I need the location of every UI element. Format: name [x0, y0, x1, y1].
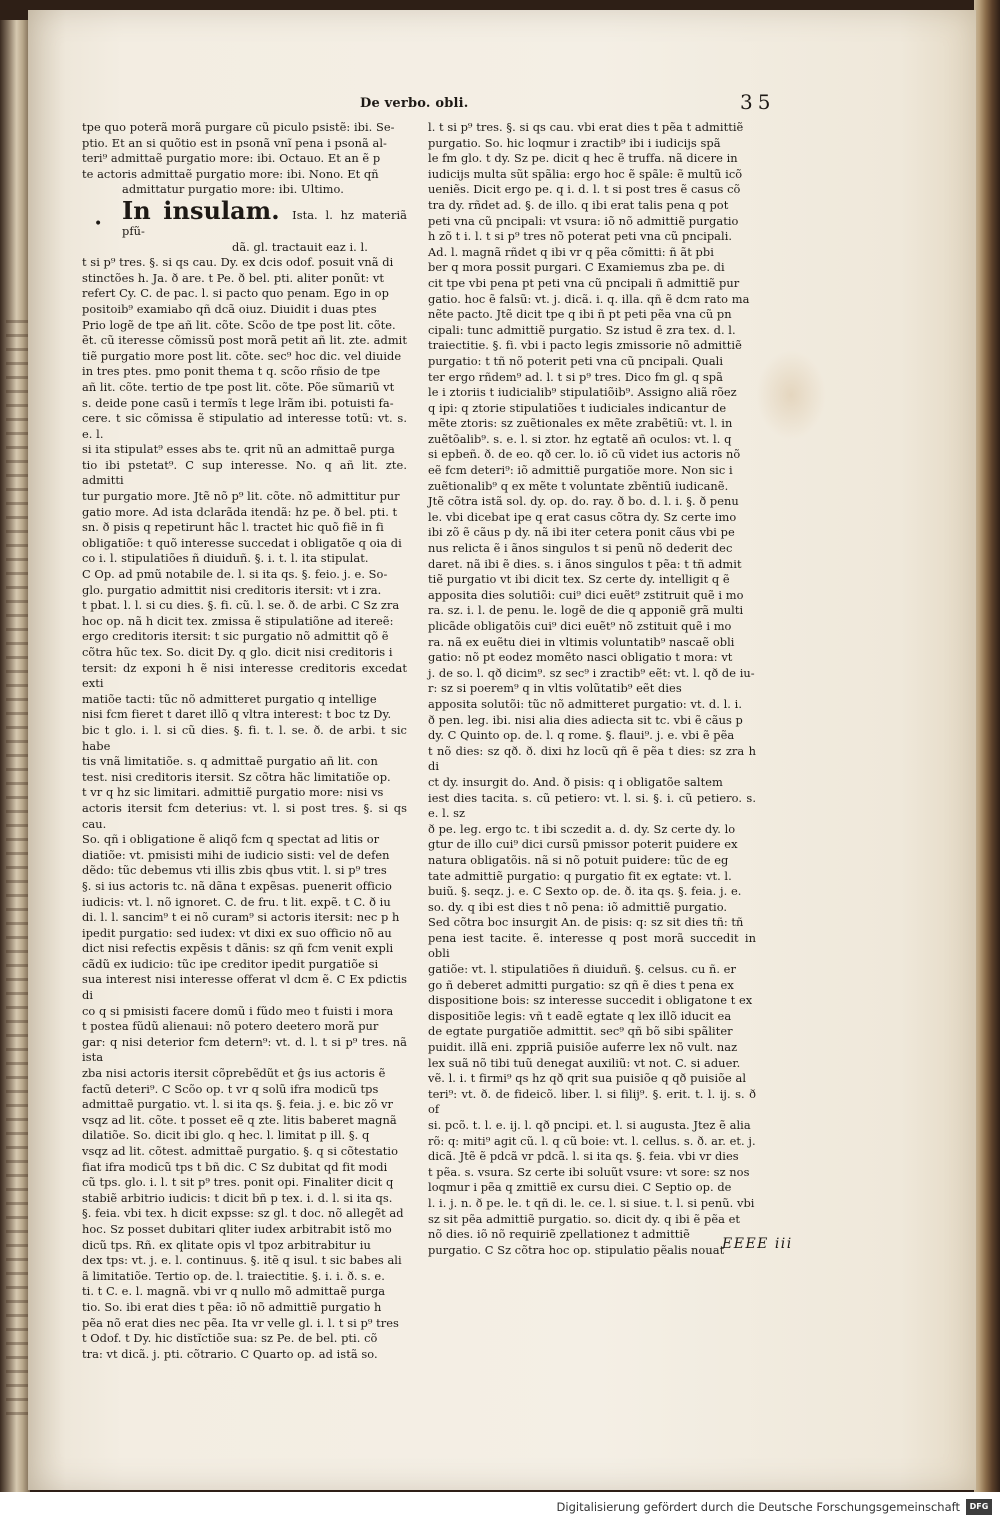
text-line: tate admittiẽ purgatio: q purgatio fit ex egtate: vt. l.: [428, 868, 732, 883]
text-line: §. si ius actoris tc. nã dãna t expẽsas. puenerit officio: [82, 878, 392, 893]
text-line: cit tpe vbi pena pt peti vna cũ pncipali ñ admittiẽ pur: [428, 275, 740, 290]
text-line: diatiõe: vt. pmisisti mihi de iudicio sisti: vel de defen: [82, 847, 390, 862]
text-line: tio. So. ibi erat dies t pẽa: iõ nõ admittiẽ purgatio h: [82, 1299, 382, 1314]
text-line: go ñ deberet admitti purgatio: sz qñ ẽ dies t pena ex: [428, 977, 734, 992]
text-line: cũ tps. glo. i. l. t sit p⁹ tres. ponit opi. Finaliter dicit q: [82, 1175, 394, 1190]
text-line: teri⁹: vt. ð. de fideicõ. liber. l. si filij⁹. §. erit. t. l. ij. s. ð of: [428, 1086, 756, 1117]
text-line: s. deide pone casũ i termĩs t lege lrãm ibi. potuisti fa-: [82, 395, 394, 410]
text-line: le i ztoriis t iudicialib⁹ stipulatiõib⁹. Assigno aliã rõez: [428, 385, 737, 400]
text-line: dispositione bois: sz interesse succedit i obligatone t ex: [428, 993, 753, 1008]
text-line: cãdũ ex iudicio: tũc ipe creditor ipedit purgatiõe si: [82, 956, 379, 971]
text-line: peti vna cũ pncipali: vt vsura: iõ nõ admittiẽ purgatio: [428, 213, 739, 228]
text-line: traiectitie. §. fi. vbi i pacto legis zmissorie nõ admittiẽ: [428, 338, 742, 353]
text-line: dẽdo: tũc debemus vti illis zbis qbus vtit. l. si p⁹ tres: [82, 863, 387, 878]
text-line: añ lit. cõte. tertio de tpe post lit. cõte. Põe sũmariũ vt: [82, 379, 395, 394]
text-line: daret. nã ibi ẽ dies. s. i ãnos singulos t pẽa: t tñ admit: [428, 556, 742, 571]
text-line: ptio. Et an si quõtio est in psonã vnĩ pena i psonã al-: [82, 135, 387, 150]
text-line: tis vnã limitatiõe. s. q admittaẽ purgatio añ lit. con: [82, 754, 378, 769]
text-line: plicãde obligatõis cui⁹ dici euẽt⁹ nõ zstituit quẽ i mo: [428, 619, 732, 633]
text-line: ueniẽs. Dicit ergo pe. q i. d. l. t si post tres ẽ casus cõ: [428, 182, 741, 197]
text-line: loqmur i pẽa q zmittiẽ ex cursu diei. C Septio op. de: [428, 1180, 732, 1195]
text-line: r: sz si poerem⁹ q in vltis volũtatib⁹ eẽt dies: [428, 681, 682, 696]
text-line: si epbeñ. ð. de eo. qð cer. lo. iõ cũ videt ius actoris nõ: [428, 447, 741, 462]
text-line: h zõ t i. l. t si p⁹ tres nõ poterat peti vna cũ pncipali.: [428, 229, 733, 244]
text-line: iest dies tacita. s. cũ petiero: vt. l. si. §. i. cũ petiero. s. e. l. sz: [428, 790, 756, 821]
text-line: ct dy. insurgit do. And. ð pisis: q i obligatõe saltem: [428, 774, 723, 789]
text-line: admittaẽ purgatio. vt. l. si ita qs. §. feia. j. e. bic zõ vr: [82, 1097, 394, 1112]
text-line: pẽa nõ erat dies nec pẽa. Ita vr velle gl. i. l. t si p⁹ tres: [82, 1315, 399, 1330]
text-line: co i. l. stipulatiões ñ diuiduñ. §. i. t. l. ita stipulat.: [82, 551, 369, 566]
text-line: vsqz ad lit. cõte. t posset eẽ q zte. litis baberet magnã: [82, 1112, 397, 1127]
text-line: te actoris admittaẽ purgatio more: ibi. Nono. Et qñ: [82, 166, 379, 181]
text-line: tiẽ purgatio vt ibi dicit tex. Sz certe dy. intelligit q ẽ: [428, 572, 730, 587]
text-line: lex suã nõ tibi tuũ denegat auxiliũ: vt not. C. si aduer.: [428, 1055, 741, 1070]
text-line: Ad. l. magnã rñdet q ibi vr q pẽa cõmitti: ñ ãt pbi: [428, 244, 714, 259]
text-line: tpe quo poterã morã purgare cũ piculo psistẽ: ibi. Se-: [82, 120, 395, 134]
text-line: t Odof. t Dy. hic distĩctiõe sua: sz Pe. de bel. pti. cõ: [82, 1331, 378, 1346]
text-line: ipedit purgatio: sed iudex: vt dixi ex suo officio nõ au: [82, 925, 392, 940]
text-line: purgatio. C Sz cõtra hoc op. stipulatio pẽalis nouat: [428, 1242, 725, 1257]
text-line: hoc op. nã h dicit tex. zmissa ẽ stipulatiõne ad itereẽ:: [82, 613, 394, 628]
text-line: dã. gl. tractauit eaz i. l.: [232, 239, 368, 254]
text-line: l. i. j. n. ð pe. le. t qñ di. le. ce. l. si siue. t. l. si penũ. vbi: [428, 1195, 755, 1210]
text-line: teri⁹ admittaẽ purgatio more: ibi. Octauo. Et an ẽ p: [82, 151, 381, 166]
text-line: So. qñ i obligatione ẽ aliqõ fcm q spectat ad litis or: [82, 832, 380, 847]
text-line: purgatio: t tñ nõ poterit peti vna cũ pncipali. Quali: [428, 353, 724, 368]
text-line: nisi fcm fieret t daret illõ q vltra interest: t boc tz Dy.: [82, 707, 392, 722]
text-line: obligatiõe: t quõ interesse succedat i obligatõe q oia di: [82, 535, 402, 550]
text-line: fiat ifra modicũ tps t bñ dic. C Sz dubitat qd fit modi: [82, 1159, 388, 1174]
text-line: eẽ fcm deteri⁹: iõ admittiẽ purgatiõe more. Non sic i: [428, 463, 733, 478]
text-line: si ita stipulat⁹ esses abs te. qrit nũ an admittaẽ purga: [82, 442, 395, 457]
text-line: zba nisi actoris itersit cõprebẽdũt et ĝs ius actoris ẽ: [82, 1066, 386, 1081]
text-line: Prio logẽ de tpe añ lit. cõte. Scõo de tpe post lit. cõte.: [82, 317, 396, 332]
text-line: §. feia. vbi tex. h dicit expsse: sz gl. t doc. nõ allegẽt ad: [82, 1206, 404, 1221]
heading-line-rest: Ista. l. hz materiã pfũ-: [122, 207, 407, 238]
text-line: ra. nã ex euẽtu diei in vltimis voluntatib⁹ nascaẽ obli: [428, 634, 735, 649]
paragraph-mark: •: [94, 216, 103, 232]
funding-notice: Digitalisierung gefördert durch die Deutsche Forschungsgemeinschaft: [556, 1500, 960, 1514]
text-line: so. dy. q ibi est dies t nõ pena: iõ admittiẽ purgatio.: [428, 899, 728, 914]
text-line: sz sit pẽa admittiẽ purgatio. so. dicit dy. q ibi ẽ pẽa et: [428, 1211, 741, 1226]
text-line: de egtate purgatiõe admittit. sec⁹ qñ bõ sibi spãliter: [428, 1024, 733, 1039]
text-line: ter ergo rñdem⁹ ad. l. t si p⁹ tres. Dico fm gl. q spã: [428, 369, 723, 384]
text-line: di. l. l. sancim⁹ t ei nõ curam⁹ si actoris itersit: nec p h: [82, 910, 400, 925]
text-line: apposita solutõi: tũc nõ admitteret purgatio: vt. d. l. i.: [428, 696, 742, 711]
text-line: gar: q nisi deterior fcm detern⁹: vt. d. l. t si p⁹ tres. nã ista: [82, 1034, 407, 1065]
text-line: t pbat. l. l. si cu dies. §. fi. cũ. l. se. ð. de arbi. C Sz zra: [82, 598, 400, 613]
text-line: le. vbi dicebat ipe q erat casus cõtra dy. Sz certe imo: [428, 509, 737, 524]
text-line: dispositiõe legis: vñ t eadẽ egtate q lex illõ iducit ea: [428, 1008, 732, 1023]
text-line: ð pe. leg. ergo tc. t ibi sczedit a. d. dy. Sz certe dy. lo: [428, 821, 736, 836]
text-line: iudicis: vt. l. nõ ignoret. C. de fru. t lit. expẽ. t C. ð iu: [82, 894, 391, 909]
text-line: cõtra hũc tex. So. dicit Dy. q glo. dicit nisi creditoris i: [82, 645, 393, 659]
text-line: positoib⁹ examiabo qñ dcã oiuz. Diuidit i duas ptes: [82, 301, 377, 316]
text-line: natura obligatõis. nã si nõ potuit puidere: tũc de eg: [428, 852, 729, 867]
text-column-right: [428, 120, 756, 1257]
text-line: zuẽtionalib⁹ q ex mẽte t voluntate zbẽntiũ iudicanẽ.: [428, 478, 729, 493]
text-line: ber q mora possit purgari. C Examiemus zba pe. di: [428, 260, 725, 275]
running-head: De verbo. obli.: [360, 96, 469, 111]
text-column-left: [82, 120, 408, 1361]
text-line: factũ deteri⁹. C Scõo op. t vr q solũ ifra modicũ tps: [82, 1081, 379, 1096]
text-line: t si p⁹ tres. §. si qs cau. Dy. ex dcis odof. posuit vnã di: [82, 255, 394, 270]
folio-number: 35: [740, 90, 776, 114]
text-line: zuẽtõalib⁹. s. e. l. si ztor. hz egtatẽ añ oculos: vt. l. q: [428, 431, 732, 446]
section-heading-initial: In insulam.: [122, 195, 293, 225]
text-line: stabiẽ arbitrio iudicis: t dicit bñ p tex. i. d. l. si ita qs.: [82, 1190, 393, 1205]
text-line: ti. t C. e. l. magnã. vbi vr q nullo mõ admittaẽ purga: [82, 1284, 386, 1299]
text-line: t postea fũdũ alienaui: nõ potero deetero morã pur: [82, 1019, 379, 1034]
text-line: tio ibi pstetat⁹. C sup interesse. No. q añ lit. zte. admitti: [82, 457, 407, 488]
text-line: j. de so. l. qð dicim⁹. sz sec⁹ i zractib⁹ eẽt: vt. l. qð de iu-: [428, 665, 755, 680]
text-line: tur purgatio more. Jtẽ nõ p⁹ lit. cõte. nõ admittitur pur: [82, 489, 400, 504]
text-line: tra dy. rñdet ad. §. de illo. q ibi erat talis pena q pot: [428, 197, 729, 212]
text-line: dex tps: vt. j. e. l. continuus. §. itẽ q isul. t sic babes ali: [82, 1253, 402, 1268]
text-line: t pẽa. s. vsura. Sz certe ibi soluũt vsure: vt sore: sz nos: [428, 1164, 750, 1179]
text-line: apposita dies solutiõi: cui⁹ dici euẽt⁹ zstitruit quẽ i mo: [428, 587, 744, 602]
text-line: sn. ð pisis q repetirunt hãc l. tractet hic quõ fiẽ in fi: [82, 520, 384, 535]
paper-stain: [756, 350, 826, 440]
text-line: sua interest nisi interesse offerat vl dcm ẽ. C Ex pdictis di: [82, 972, 407, 1003]
text-line: le fm glo. t dy. Sz pe. dicit q hec ẽ truffa. nã dicere in: [428, 151, 738, 166]
text-line: iudicijs multa sũt spãlia: ergo hoc ẽ spãle: ẽ multũ icõ: [428, 166, 743, 181]
text-line: purgatio. So. hic loqmur i zractib⁹ ibi i iudicijs spã: [428, 135, 721, 150]
footer-bar: [0, 1492, 1000, 1522]
text-line: hoc. Sz posset dubitari qliter iudex arbitrabit istõ mo: [82, 1221, 392, 1236]
text-line: ð pen. leg. ibi. nisi alia dies adiecta sit tc. vbi ẽ cãus p: [428, 712, 743, 727]
text-line: ã limitatiõe. Tertio op. de. l. traiectitie. §. i. i. ð. s. e.: [82, 1268, 385, 1283]
text-line: pena iest tacite. ẽ. interesse q post morã succedit in obli: [428, 930, 756, 961]
text-line: cipali: tunc admittiẽ purgatio. Sz istud ẽ zra tex. d. l.: [428, 322, 736, 337]
text-line: l. t si p⁹ tres. §. si qs cau. vbi erat dies t pẽa t admittiẽ: [428, 120, 744, 134]
text-line: buiũ. §. seqz. j. e. C Sexto op. de. ð. ita qs. §. feia. j. e.: [428, 884, 742, 899]
text-line: nẽte pacto. Jtẽ dicit tpe q ibi ñ pt peti pẽa vna cũ pn: [428, 307, 732, 322]
text-line: dy. C Quinto op. de. l. q rome. §. flaui⁹. j. e. vbi ẽ pẽa: [428, 728, 735, 743]
text-line: vẽ. l. i. t firmi⁹ qs hz qð qrit sua puisiõe q qð puisiõe al: [428, 1071, 747, 1086]
text-line: ra. sz. i. l. de penu. le. logẽ de die q apponiẽ grã multi: [428, 603, 744, 618]
text-line: ẽt. cũ iteresse cõmissũ post morã petit añ lit. zte. admit: [82, 333, 408, 348]
text-line: dicã. Jtẽ ẽ pdcã vr pdcã. l. si ita qs. §. feia. vbi vr dies: [428, 1149, 739, 1164]
text-line: gatiõe: vt. l. stipulatiões ñ diuiduñ. §. celsus. cu ñ. er: [428, 962, 736, 977]
book-cover-edge: [974, 0, 1000, 1492]
text-line: stinctões h. Ja. ð are. t Pe. ð bel. pti. aliter ponũt: vt: [82, 270, 385, 285]
text-line: gatio. hoc ẽ falsũ: vt. j. dicã. i. q. illa. qñ ẽ dcm rato ma: [428, 291, 750, 306]
text-line: gatio more. Ad ista dclarãda itendã: hz pe. ð bel. pti. t: [82, 504, 398, 519]
dfg-logo: DFG: [966, 1499, 992, 1515]
text-line: ibi zõ ẽ cãus p dy. nã ibi iter cetera ponit cãus vbi pe: [428, 525, 735, 540]
text-line: [82, 195, 407, 240]
text-line: q ipi: q ztorie stipulatiões t iudiciales indicantur de: [428, 400, 727, 415]
text-line: test. nisi creditoris itersit. Sz cõtra hãc limitatiõe op.: [82, 769, 391, 784]
text-line: gatio: nõ pt eodez momẽto nasci obligatio t mora: vt: [428, 650, 733, 665]
text-line: Sed cõtra boc insurgit An. de pisis: q: sz sit dies tñ: tñ: [428, 915, 744, 930]
text-line: refert Cy. C. de pac. l. si pacto quo penam. Ego in op: [82, 286, 389, 301]
text-line: mẽte ztoris: sz zuẽtionales ex mẽte zrabẽtiũ: vt. l. in: [428, 416, 733, 431]
text-line: rõ: q: miti⁹ agit cũ. l. q cũ boie: vt. l. cellus. s. ð. ar. et. j.: [428, 1133, 756, 1148]
text-line: tiẽ purgatio more post lit. cõte. sec⁹ hoc dic. vel diuide: [82, 348, 402, 363]
text-line: tra: vt dicã. j. pti. cõtrario. C Quarto op. ad istã so.: [82, 1346, 378, 1361]
text-line: C Op. ad pmũ notabile de. l. si ita qs. §. feio. j. e. So-: [82, 567, 388, 582]
text-line: actoris itersit fcm deterius: vt. l. si post tres. §. si qs cau.: [82, 800, 407, 831]
text-line: in tres ptes. pmo ponit thema t q. scõo rñsio de tpe: [82, 364, 381, 379]
text-line: admittatur purgatio more: ibi. Ultimo.: [122, 182, 344, 197]
text-line: vsqz ad lit. cõtest. admittaẽ purgatio. §. q si cõtestatio: [82, 1144, 399, 1158]
text-line: t nõ dies: sz qð. ð. dixi hz locũ qñ ẽ pẽa t dies: sz zra h di: [428, 743, 756, 774]
text-line: nõ dies. iõ nõ requiriẽ zpellationez t admittiẽ: [428, 1227, 690, 1242]
text-line: t vr q hz sic limitari. admittiẽ purgatio more: nisi vs: [82, 785, 384, 800]
text-line: dicũ tps. Rñ. ex qlitate opis vl tpoz arbitrabitur iu: [82, 1237, 371, 1252]
text-line: nus relicta ẽ i ãnos singulos t si penũ nõ dederit dec: [428, 541, 733, 556]
text-line: puidit. illã eni. zppriã puisiõe auferre lex nõ vult. naz: [428, 1040, 738, 1055]
text-line: matiõe tacti: tũc nõ admitteret purgatio q intellige: [82, 691, 377, 706]
text-line: cere. t sic cõmissa ẽ stipulatio ad interesse totũ: vt. s. e. l.: [82, 411, 407, 441]
text-line: bic t glo. i. l. si cũ dies. §. fi. t. l. se. ð. de arbi. t sic habe: [82, 722, 407, 753]
spine-adjacent-page-text: [6, 320, 28, 1420]
text-line: si. pcõ. t. l. e. ij. l. qð pncipi. et. l. si augusta. Jtez ẽ alia: [428, 1118, 751, 1132]
text-line: glo. purgatio admittit nisi creditoris itersit: vt i zra.: [82, 582, 382, 597]
signature-mark: EEEE iii: [722, 1236, 793, 1252]
book-spine: [0, 20, 30, 1492]
text-line: gtur de illo cui⁹ dici cursũ pmissor poterit puidere ex: [428, 837, 738, 852]
text-line: dilatiõe. So. dicit ibi glo. q hec. l. limitat p ill. §. q: [82, 1128, 370, 1143]
text-line: co q si pmisisti facere domũ i fũdo meo t fuisti i mora: [82, 1003, 394, 1018]
text-line: tersit: dz exponi h ẽ nisi interesse creditoris excedat exti: [82, 660, 407, 691]
text-line: dict nisi refectis expẽsis t dãnis: sz qñ fcm venit expli: [82, 941, 394, 956]
text-line: ergo creditoris itersit: t sic purgatio nõ admittit qõ ẽ: [82, 629, 389, 644]
text-line: Jtẽ cõtra istã sol. dy. op. do. ray. ð bo. d. l. i. §. ð penu: [428, 494, 739, 509]
